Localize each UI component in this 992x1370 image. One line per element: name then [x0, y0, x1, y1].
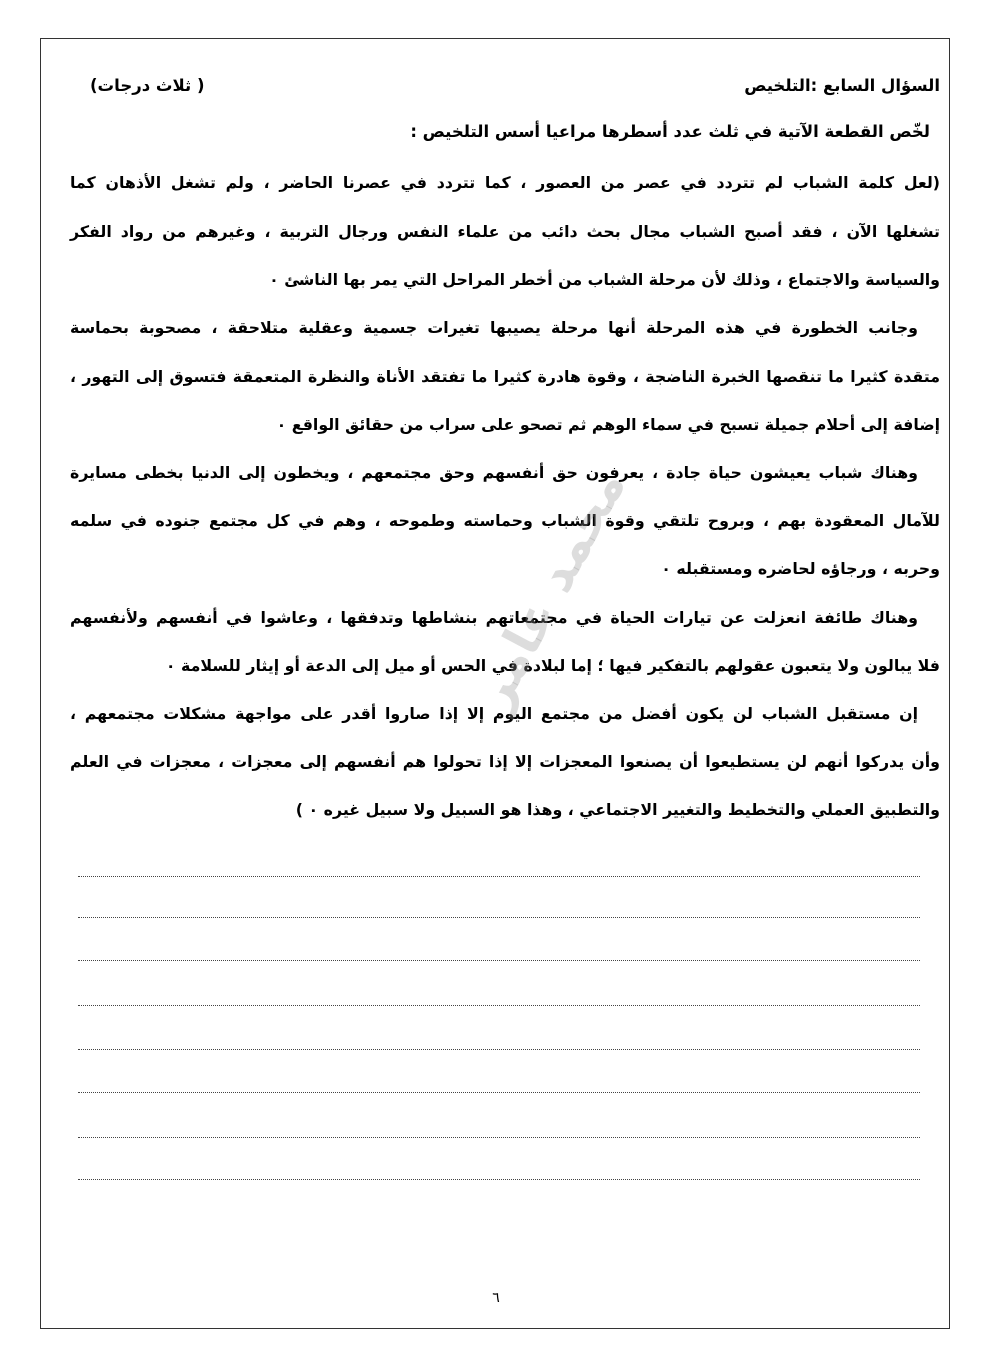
- passage-line: والتطبيق العملي والتخطيط والتغيير الاجتماعي ، وهذا هو السبيل ولا سبيل غيره ٠ ): [295, 800, 940, 819]
- passage-line: والسياسة والاجتماع ، وذلك لأن مرحلة الشباب من أخطر المراحل التي يمر بها الناشئ ٠: [269, 270, 940, 289]
- passage-line: إضافة إلى أحلام جميلة تسبح في سماء الوهم ثم تصحو على سراب من حقائق الواقع ٠: [276, 415, 940, 434]
- answer-line[interactable]: [78, 1179, 920, 1180]
- watermark: محمد عامر: [462, 459, 638, 719]
- passage-line: وجانب الخطورة في هذه المرحلة أنها مرحلة يصيبها تغيرات جسمية وعقلية متلاحقة ، مصحوبة بحماسة: [70, 318, 918, 337]
- passage-line: وأن يدركوا أنهم لن يستطيعوا أن يصنعوا المعجزات إلا إذا تحولوا هم أنفسهم إلى معجزات ، معجزات في العلم: [70, 752, 940, 771]
- passage-line: تشغلها الآن ، فقد أصبح الشباب مجال بحث دائب من علماء النفس ورجال التربية ، وغيرهم من رواد الفكر: [70, 222, 940, 241]
- passage-line: إن مستقبل الشباب لن يكون أفضل من مجتمع اليوم إلا إذا صاروا أقدر على مواجهة مشكلات مجتمعهم ،: [70, 704, 918, 723]
- passage-line: (لعل كلمة الشباب لم تتردد في عصر من العصور ، كما تتردد في عصرنا الحاضر ، ولم تشغل الأذهان كما: [70, 173, 940, 192]
- passage-line: فلا يبالون ولا يتعبون عقولهم بالتفكير فيها ؛ إما لبلادة في الحس أو ميل إلى الدعة أو إيثار للسلامة ٠: [165, 656, 940, 675]
- passage-line: للآمال المعقودة بهم ، وبروح تلتقي وقوة الشباب وحماسته وطموحه ، وهم في كل مجتمع جنوده في سلمه: [70, 511, 940, 530]
- answer-line[interactable]: [78, 1005, 920, 1006]
- passage-line: متقدة كثيرا ما تنقصها الخبرة الناضجة ، وقوة هادرة كثيرا ما تفتقد الأناة والنظرة المتعمقة فتسوق إلى التهور ،: [70, 367, 940, 386]
- passage-line: وحربه ، ورجاؤه لحاضره ومستقبله ٠: [661, 559, 940, 578]
- answer-line[interactable]: [78, 960, 920, 961]
- answer-line[interactable]: [78, 917, 920, 918]
- page-number: ٦: [492, 1290, 500, 1306]
- answer-line[interactable]: [78, 1137, 920, 1138]
- answer-line[interactable]: [78, 1092, 920, 1093]
- question-title: السؤال السابع :التلخيص: [744, 76, 940, 95]
- answer-line[interactable]: [78, 1049, 920, 1050]
- grade-label: ( ثلاث درجات): [90, 76, 205, 95]
- question-header: [90, 76, 940, 102]
- passage-line: وهناك طائفة انعزلت عن تيارات الحياة في مجتمعاتهم بنشاطها وتدفقها ، وعاشوا في أنفسهم ولأنفسهم: [70, 608, 918, 627]
- passage-line: وهناك شباب يعيشون حياة جادة ، يعرفون حق أنفسهم وحق مجتمعهم ، ويخطون إلى الدنيا بخطى مسايرة: [70, 463, 918, 482]
- instruction: لخّص القطعة الآتية في ثلث عدد أسطرها مراعيا أسس التلخيص :: [410, 122, 930, 141]
- answer-line[interactable]: [78, 876, 920, 877]
